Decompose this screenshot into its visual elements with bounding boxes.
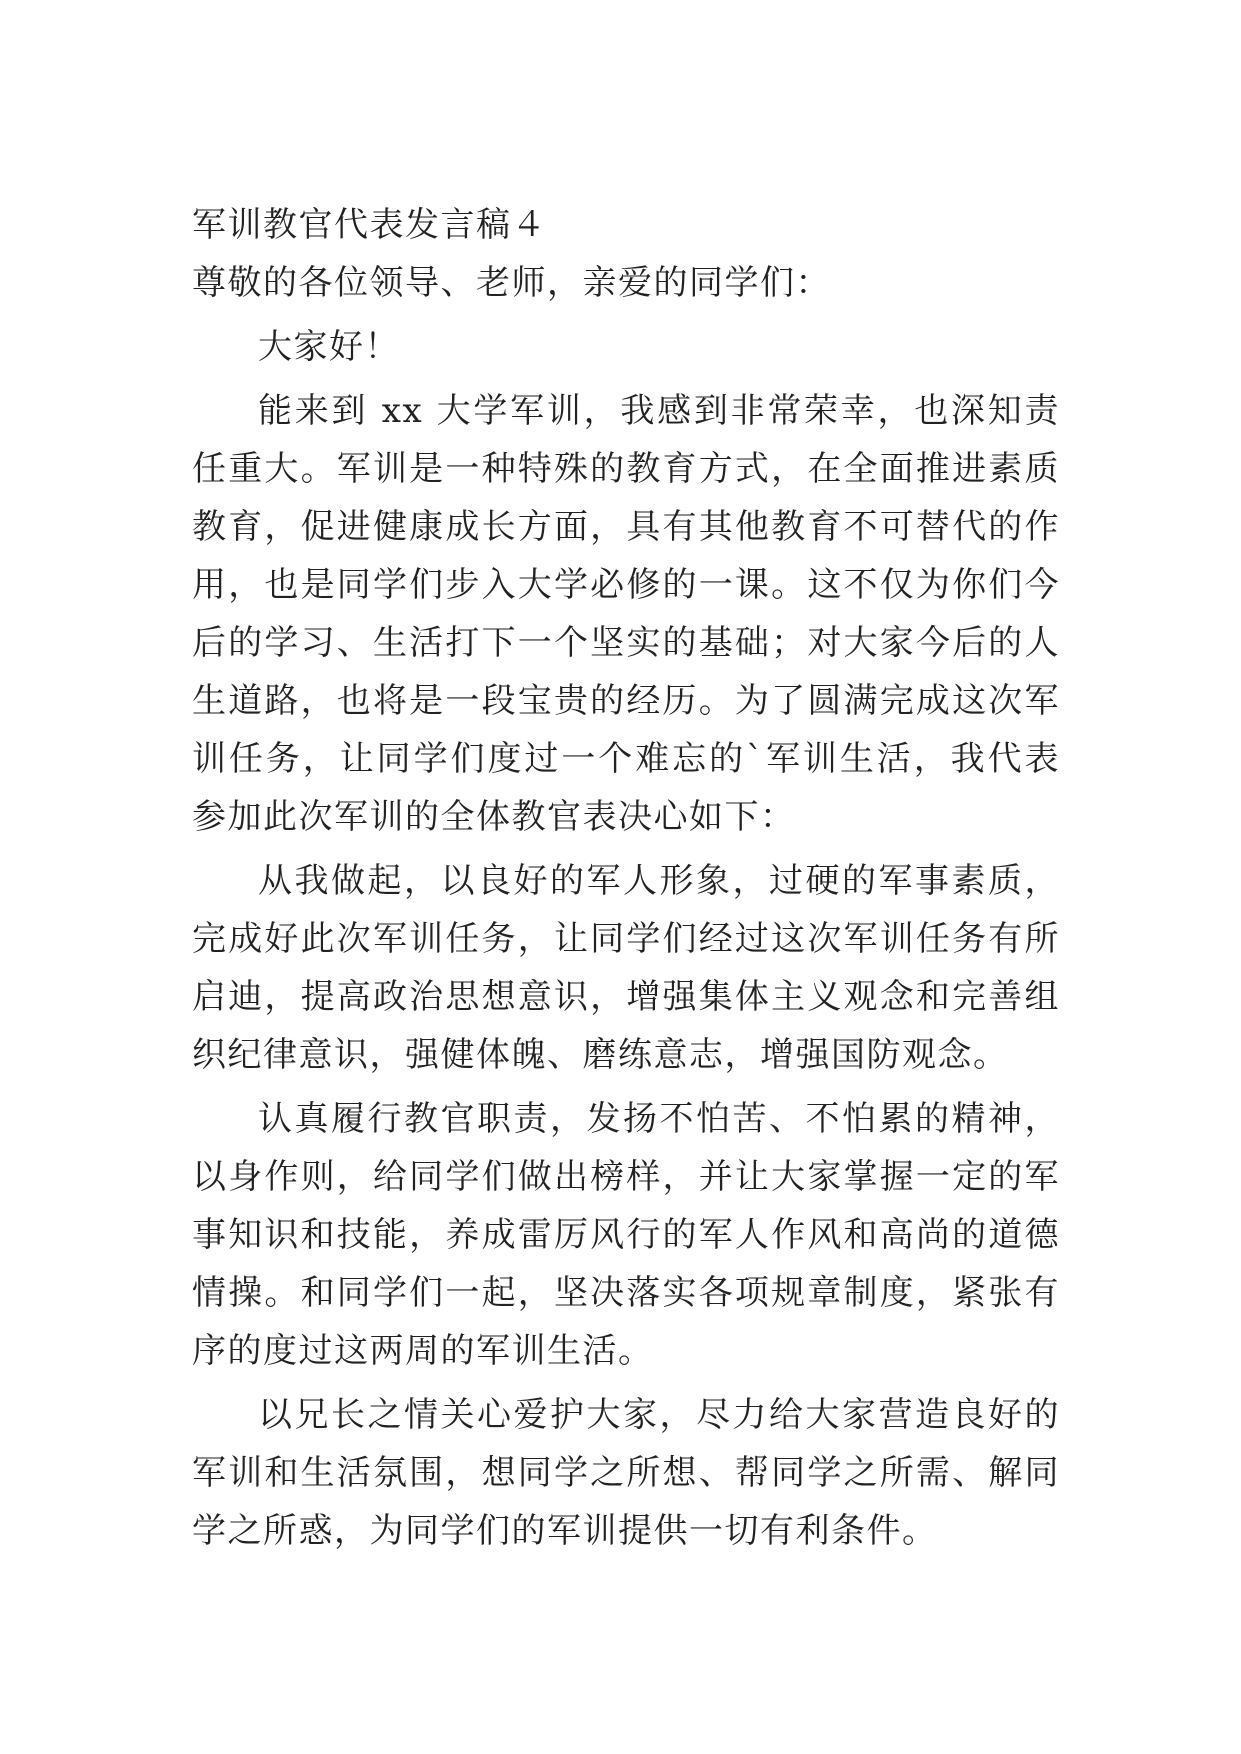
paragraph-pledge-three: 以兄长之情关心爱护大家，尽力给大家营造良好的军训和生活氛围，想同学之所想、帮同学之所需、解同学之所惑，为同学们的军训提供一切有利条件。 xyxy=(192,1395,1060,1551)
paragraph-pledge-one: 从我做起，以良好的军人形象，过硬的军事素质，完成好此次军训任务，让同学们经过这次军训任务有所启迪，提高政治思想意识，增强集体主义观念和完善组织纪律意识，强健体魄、磨练意志，增强国防观念。 xyxy=(192,861,1060,1075)
paragraph-greeting: 大家好！ xyxy=(258,327,400,367)
paragraph-introduction: 能来到 xx 大学军训，我感到非常荣幸，也深知责任重大。军训是一种特殊的教育方式，在全面推进素质教育，促进健康成长方面，具有其他教育不可替代的作用，也是同学们步入大学必修的一课。这不仅为你们今后的学习、生活打下一个坚实的基础；对大家今后的人生道路，也将是一段宝贵的经历。为了圆满完成这次军训任务，让同学们度过一个难忘的`军训生活，我代表参加此次军训的全体教官表决心如下： xyxy=(192,391,1060,837)
document-body xyxy=(192,196,1060,1566)
document-title: 军训教官代表发言稿４ xyxy=(192,205,547,245)
paragraph-pledge-two: 认真履行教官职责，发扬不怕苦、不怕累的精神，以身作则，给同学们做出榜样，并让大家掌握一定的军事知识和技能，养成雷厉风行的军人作风和高尚的道德情操。和同学们一起，坚决落实各项规章制度，紧张有序的度过这两周的军训生活。 xyxy=(192,1099,1060,1371)
salutation: 尊敬的各位领导、老师，亲爱的同学们： xyxy=(192,263,831,303)
